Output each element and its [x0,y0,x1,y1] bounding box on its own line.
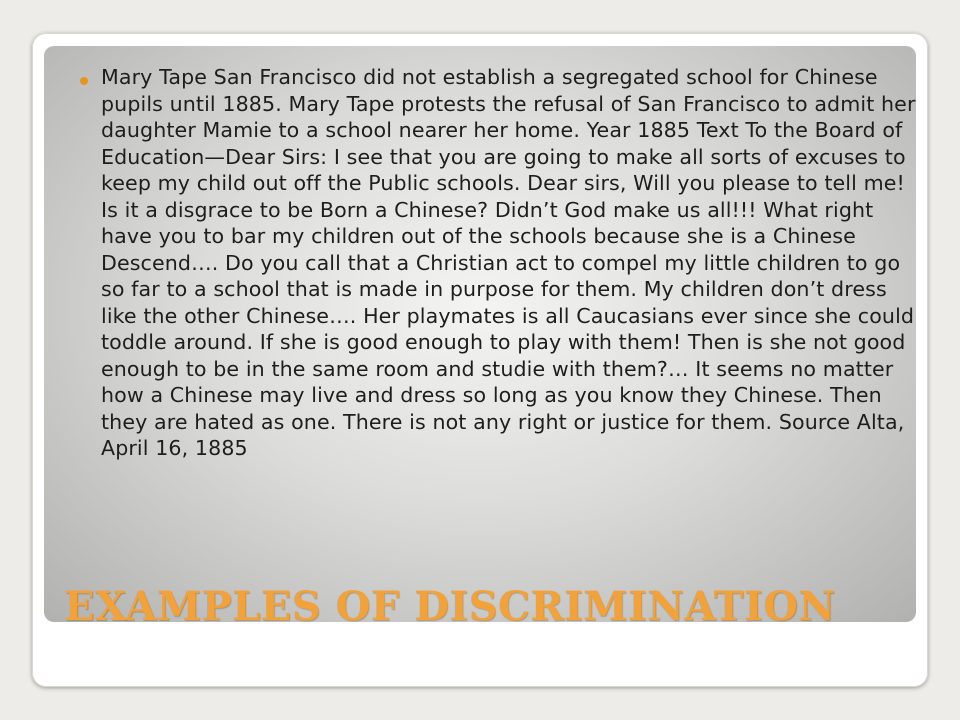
bullet-dot-icon [80,77,88,85]
bullet-text: Mary Tape San Francisco did not establish a segregated school for Chinese pupils until 1885. Mary Tape protests the refusal of San Francisco to admit her daughter Mamie to a school nearer her home. Year 1885 Text To the Board of Education—Dear Sirs: I see that you are going to make all sorts of excuses to keep my child out off the Public schools. Dear sirs, Will you please to tell me! Is it a disgrace to be Born a Chinese? Didn’t God make us all!!! What right have you to bar my children out of the schools because she is a Chinese Descend…. Do you call that a Christian act to compel my little children to go so far to a school that is made in purpose for them. My children don’t dress like the other Chinese…. Her playmates is all Caucasians ever since she could toddle around. If she is good enough to play with them! Then is she not good enough to be in the same room and studie with them?… It seems no matter how a Chinese may live and dress so long as you know they Chinese. Then they are hated as one. There is not any right or justice for them. Source Alta, April 16, 1885 [101,65,916,460]
slide-title: EXAMPLES OF DISCRIMINATION [64,583,836,630]
